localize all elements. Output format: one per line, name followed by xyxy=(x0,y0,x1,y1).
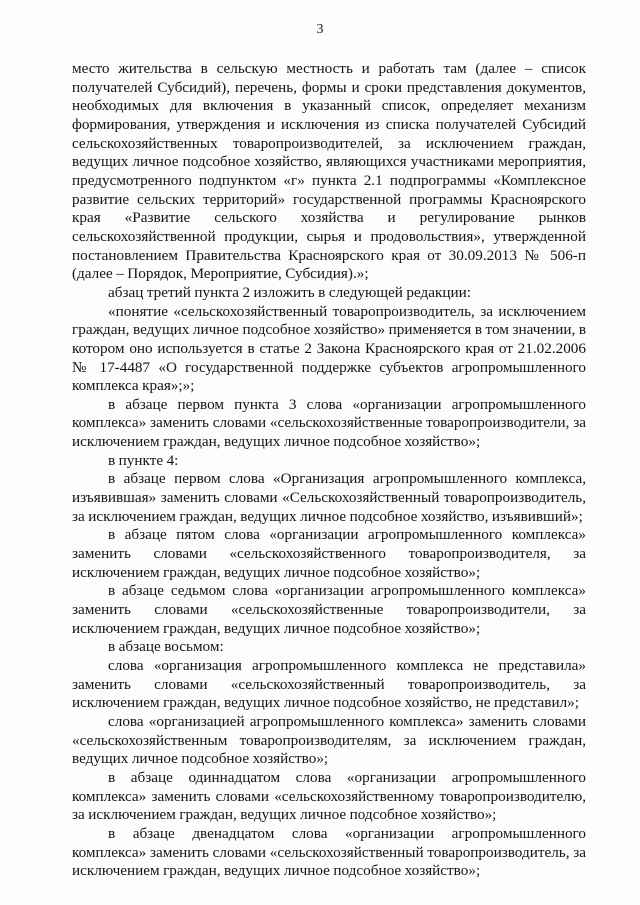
paragraph-13: в абзаце двенадцатом слова «организации агропромышленного комплекса» заменить словами «сельскохозяйственный товаропроизводитель, за исключением граждан, ведущих личное подсобное хозяйство»; xyxy=(72,824,586,880)
paragraph-7: в абзаце пятом слова «организации агропромышленного комплекса» заменить словами «сельскохозяйственного товаропроизводителя, за исключением граждан, ведущих личное подсобное хозяйство»; xyxy=(72,526,586,581)
paragraph-8: в абзаце седьмом слова «организации агропромышленного комплекса» заменить словами «сельскохозяйственные товаропроизводители, за исключением граждан, ведущих личное подсобное хозяйство»; xyxy=(72,582,586,637)
paragraph-9: в абзаце восьмом: xyxy=(108,638,224,656)
paragraph-6: в абзаце первом слова «Организация агропромышленного комплекса, изъявившая» заменить словами «Сельскохозяйственный товаропроизводитель, за исключением граждан, ведущих личное подсобное хозяйство, изъявивший»; xyxy=(72,470,586,525)
paragraph-10: слова «организация агропромышленного комплекса не представила» заменить словами «сельскохозяйственный товаропроизводитель, за исключением граждан, ведущих личное подсобное хозяйство, не представил»; xyxy=(72,657,586,712)
paragraph-2: абзац третий пункта 2 изложить в следующей редакции: xyxy=(108,283,472,301)
paragraph-4: в абзаце первом пункта 3 слова «организации агропромышленного комплекса» заменить словами «сельскохозяйственные товаропроизводители, за исключением граждан, ведущих личное подсобное хозяйство»; xyxy=(72,395,586,451)
page-number: 3 xyxy=(316,22,324,37)
document-body xyxy=(72,60,586,881)
paragraph-11: слова «организацией агропромышленного комплекса» заменить словами «сельскохозяйственным товаропроизводителям, за исключением граждан, ведущих личное подсобное хозяйство»; xyxy=(72,712,586,768)
paragraph-3: «понятие «сельскохозяйственный товаропроизводитель, за исключением граждан, ведущих личное подсобное хозяйство» применяется в том значении, в котором оно используется в статье 2 Закона Красноярского края от 21.02.2006 № 17-4487 «О государственной поддержке субъектов агропромышленного комплекса края»;»; xyxy=(72,302,586,395)
paragraph-12: в абзаце одиннадцатом слова «организации агропромышленного комплекса» заменить словами «сельскохозяйственному товаропроизводителю, за исключением граждан, ведущих личное подсобное хозяйство»; xyxy=(72,768,586,824)
paragraph-5: в пункте 4: xyxy=(108,451,179,469)
paragraph-1: место жительства в сельскую местность и работать там (далее – список получателей Субсидий), перечень, формы и сроки представления документов, необходимых для включения в указанный список, определяет механизм формирования, утверждения и исключения из списка получателей Субсидий сельскохозяйственных товаропроизводителей, за исключением граждан, ведущих личное подсобное хозяйство, являющихся участниками мероприятия, предусмотренного подпунктом «г» пункта 2.1 подпрограммы «Комплексное развитие сельских территорий» государственной программы Красноярского края «Развитие сельского хозяйства и регулирование рынков сельскохозяйственной продукции, сырья и продовольствия», утвержденной постановлением Правительства Красноярского края от 30.09.2013 № 506-п (далее – Порядок, Мероприятие, Субсидия).»; xyxy=(72,60,586,283)
